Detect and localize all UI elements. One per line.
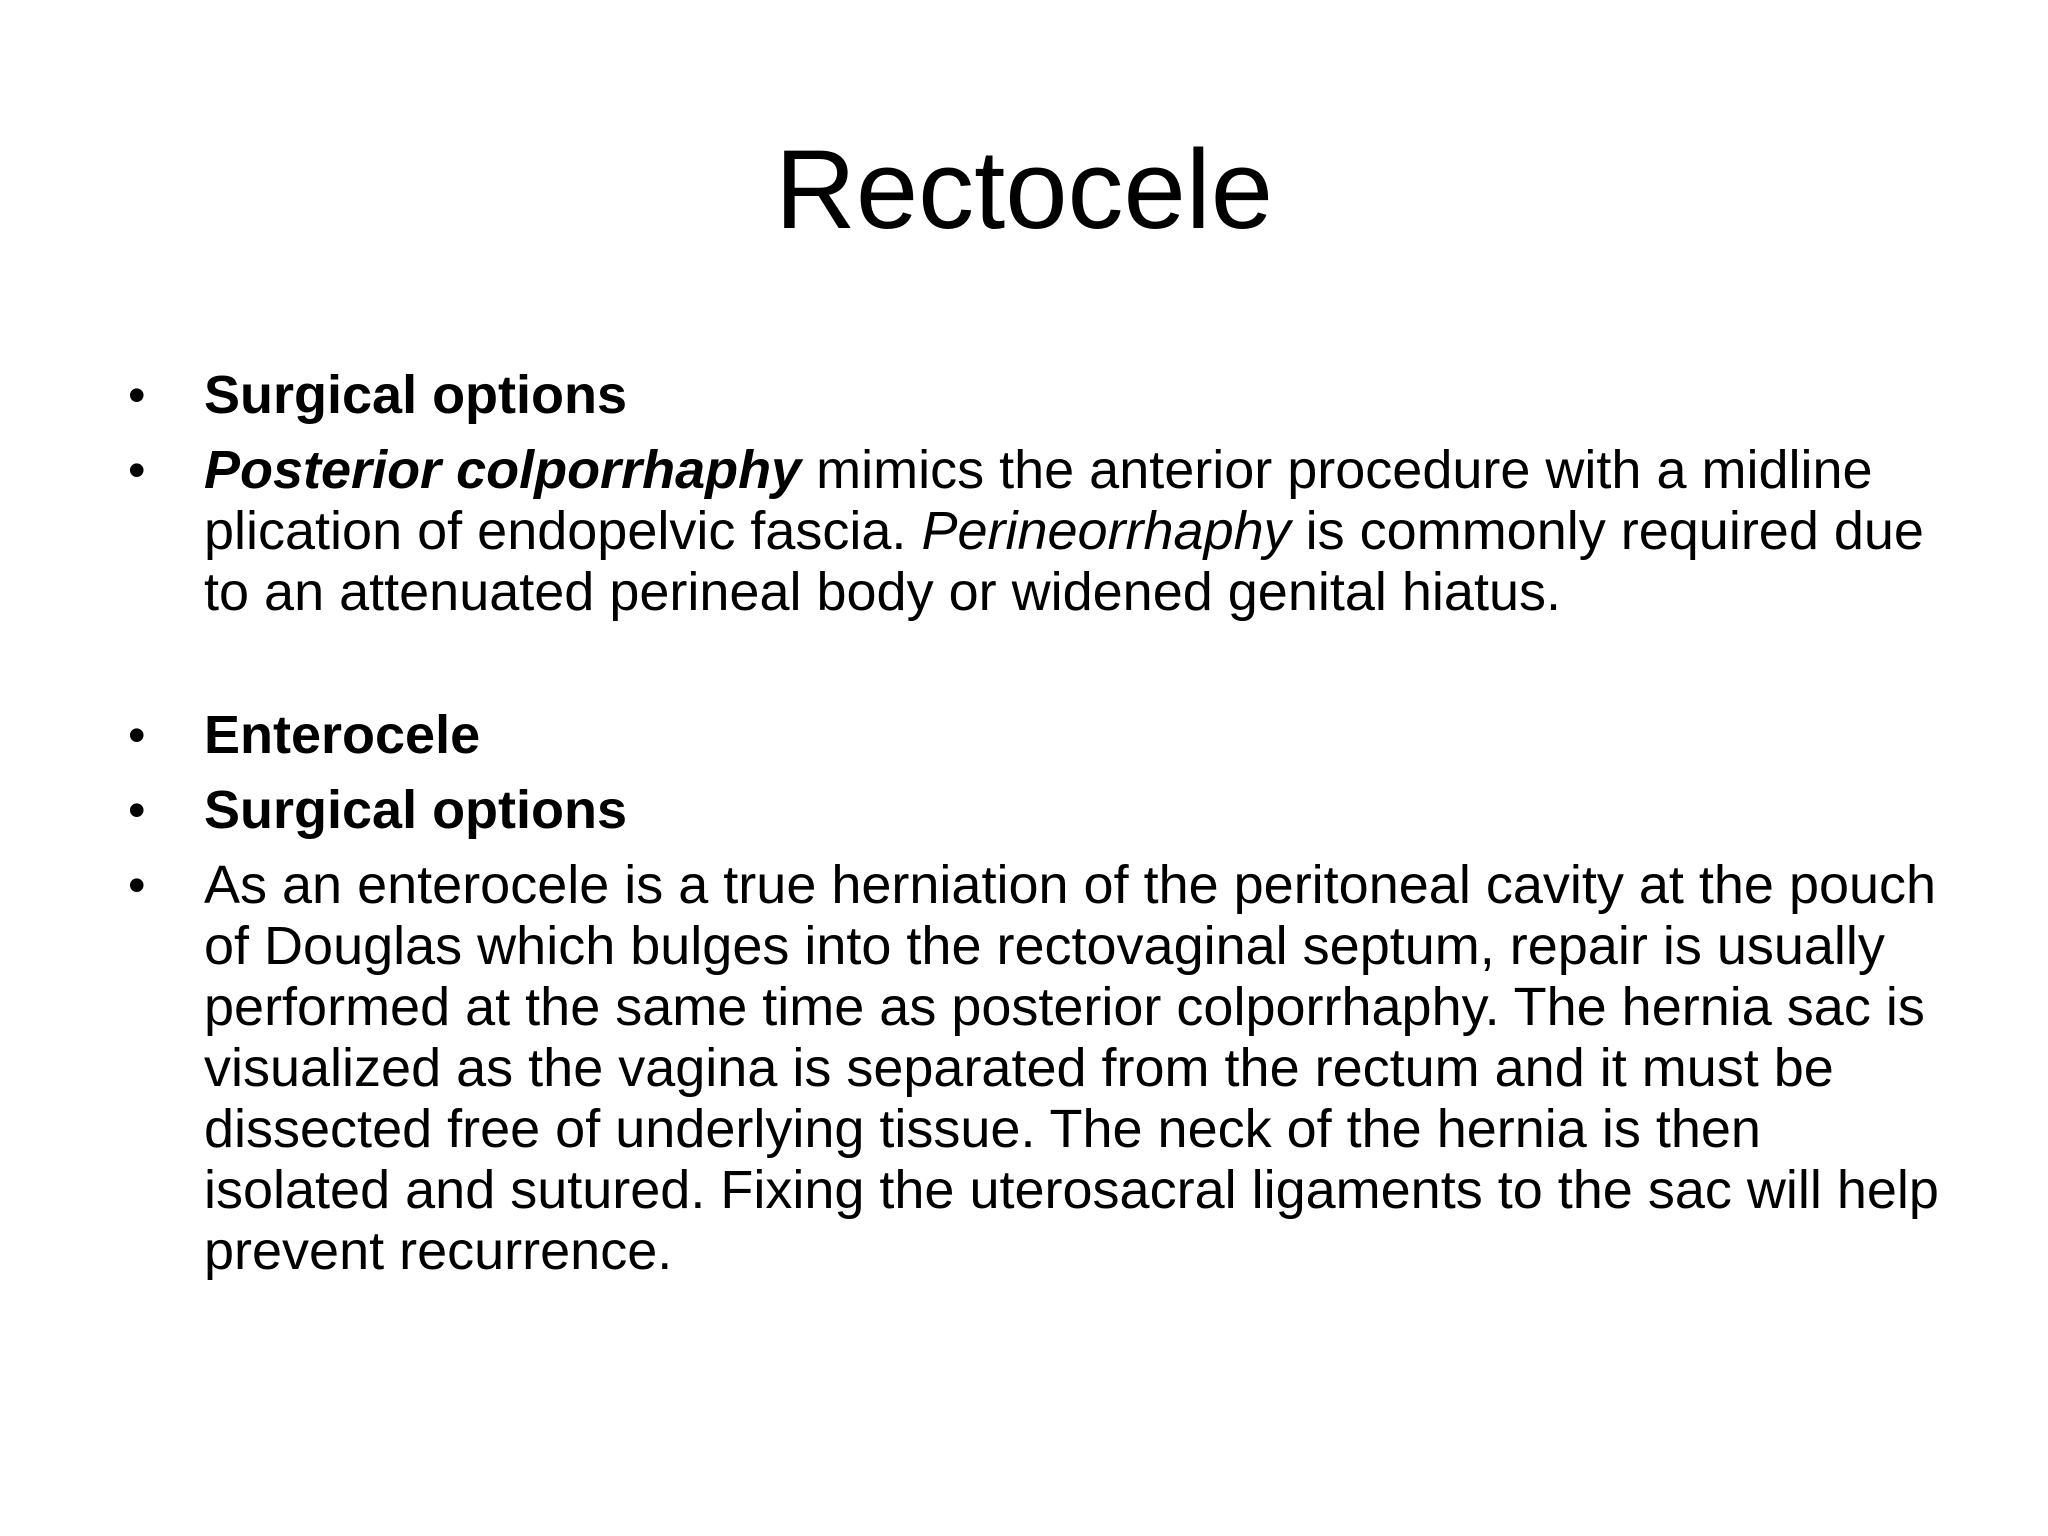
bullet-item [120, 705, 1940, 766]
bullet-dot: • [128, 367, 146, 423]
bullet-item [120, 780, 1940, 841]
bullet-heading: Enterocele [204, 705, 481, 765]
bullet-italic-term: Perineorrhaphy [921, 501, 1291, 561]
bullet-item [120, 855, 1940, 1282]
bullet-text: As an enterocele is a true herniation of the peritoneal cavity at the pouch of Douglas which bulges into the rectovaginal septum, repair is usually performed at the same time as posterior colporrhaphy. The hernia sac is visualized as the vagina is separated from the rectum and it must be dissected free of underlying tissue. The neck of the hernia is then isolated and sutured. Fixing the uterosacral ligaments to the sac will help prevent recurrence. [204, 855, 1939, 1281]
bullet-item [120, 365, 1940, 426]
bullet-dot: • [128, 782, 146, 838]
slide-title: Rectocele [774, 127, 1274, 252]
bullet-text: mimics the anterior procedure with a midline plication of endopelvic fascia. [204, 440, 1873, 561]
bullet-list [120, 365, 1940, 1296]
bullet-item [120, 440, 1940, 623]
bullet-text: is commonly required due to an attenuated perineal body or widened genital hiatus. [204, 501, 1924, 622]
bullet-heading: Surgical options [204, 365, 628, 425]
bullet-lead-term: Posterior colporrhaphy [204, 440, 802, 500]
bullet-dot: • [128, 707, 146, 763]
bullet-dot: • [128, 442, 146, 498]
bullet-dot: • [128, 857, 146, 913]
bullet-heading: Surgical options [204, 780, 628, 840]
